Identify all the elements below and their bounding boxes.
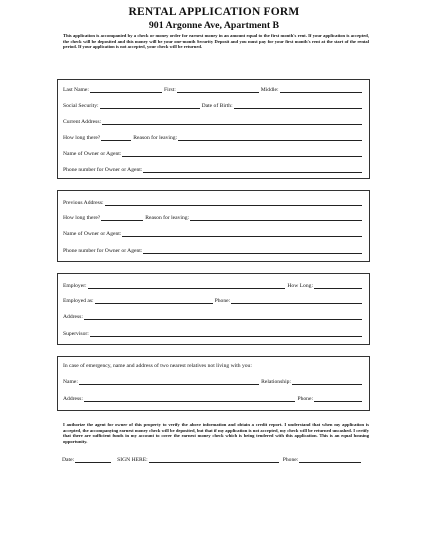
employer-address-field[interactable] — [84, 313, 362, 320]
last-name-label: Last Name: — [63, 87, 89, 93]
date-label: Date: — [62, 457, 75, 463]
prev-how-long-field[interactable] — [101, 214, 143, 221]
relative-name-field[interactable] — [79, 378, 259, 385]
employer-label: Employer: — [63, 283, 87, 289]
sign-here-label: SIGN HERE: — [117, 457, 148, 463]
applicant-section — [57, 79, 370, 179]
prev-owner-field[interactable] — [122, 230, 362, 237]
applicant-phone-label: Phone: — [282, 457, 299, 463]
supervisor-label: Supervisor: — [63, 331, 89, 337]
emergency-intro: In case of emergency, name and address of two nearest relatives not living with you: — [63, 363, 252, 369]
employer-field[interactable] — [88, 282, 286, 289]
employ-how-long-field[interactable] — [314, 282, 362, 289]
property-address: 901 Argonne Ave, Apartment B — [148, 20, 280, 31]
relative-phone-label: Phone: — [297, 396, 313, 402]
current-address-field[interactable] — [102, 118, 362, 125]
owner-name-label: Name of Owner or Agent: — [63, 151, 122, 157]
employer-phone-field[interactable] — [231, 297, 362, 304]
employed-as-field[interactable] — [95, 297, 213, 304]
last-name-field[interactable] — [90, 86, 162, 93]
prev-how-long-label: How long there? — [63, 215, 101, 221]
previous-address-section — [57, 190, 370, 262]
middle-name-label: Middle: — [260, 87, 279, 93]
relative-address-label: Address: — [63, 396, 83, 402]
intro-paragraph: This application is accompanied by a check or money order for earnest money in an amount equal to the first month's rent. If your application is accepted, the check will be deposited and this money will be your one-month Security Deposit and you must pay for your first month's rent at the start of the rental period. If your application is not accepted, your check will be returned. — [63, 33, 369, 50]
reason-leaving-field[interactable] — [178, 134, 362, 141]
middle-name-field[interactable] — [280, 86, 363, 93]
employer-phone-label: Phone: — [214, 298, 231, 304]
employment-section — [57, 273, 370, 345]
emergency-section — [57, 356, 370, 411]
employ-how-long-label: How Long: — [287, 283, 313, 289]
prev-owner-phone-label: Phone number for Owner or Agent: — [63, 248, 143, 254]
authorization-paragraph: I authorize the agent for owner of this property to verify the above information and obtain a credit report. I understand that when my application is accepted, the accompanying earnest money check will be deposited, but that if my application is not accepted, my check will be returned uncashed. I certify that there are sufficient funds in my account to cover the earnest money check which is being tendered with this application. This is an equal housing opportunity. — [63, 422, 369, 444]
applicant-phone-field[interactable] — [299, 456, 361, 463]
ssn-label: Social Security: — [63, 103, 99, 109]
dob-label: Date of Birth: — [201, 103, 233, 109]
owner-phone-label: Phone number for Owner or Agent: — [63, 167, 143, 173]
signature-line — [62, 454, 372, 463]
owner-phone-field[interactable] — [143, 166, 362, 173]
ssn-field[interactable] — [100, 102, 200, 109]
previous-address-label: Previous Address: — [63, 200, 104, 206]
previous-address-field[interactable] — [105, 199, 362, 206]
how-long-label: How long there? — [63, 135, 101, 141]
form-title: RENTAL APPLICATION FORM — [128, 6, 300, 18]
signature-field[interactable] — [149, 456, 279, 463]
employed-as-label: Employed as: — [63, 298, 94, 304]
how-long-field[interactable] — [101, 134, 131, 141]
reason-leaving-label: Reason for leaving: — [133, 135, 178, 141]
relationship-label: Relationship: — [261, 379, 291, 385]
date-field[interactable] — [75, 456, 111, 463]
first-name-field[interactable] — [177, 86, 259, 93]
relationship-field[interactable] — [292, 378, 362, 385]
prev-reason-field[interactable] — [190, 214, 362, 221]
owner-name-field[interactable] — [122, 150, 362, 157]
first-name-label: First: — [163, 87, 176, 93]
relative-address-field[interactable] — [84, 395, 296, 402]
prev-reason-label: Reason for leaving: — [145, 215, 190, 221]
prev-owner-label: Name of Owner or Agent: — [63, 231, 122, 237]
current-address-label: Current Address: — [63, 119, 102, 125]
dob-field[interactable] — [234, 102, 362, 109]
supervisor-field[interactable] — [90, 330, 362, 337]
relative-phone-field[interactable] — [314, 395, 362, 402]
relative-name-label: Name: — [63, 379, 78, 385]
employer-address-label: Address: — [63, 314, 83, 320]
prev-owner-phone-field[interactable] — [143, 247, 362, 254]
